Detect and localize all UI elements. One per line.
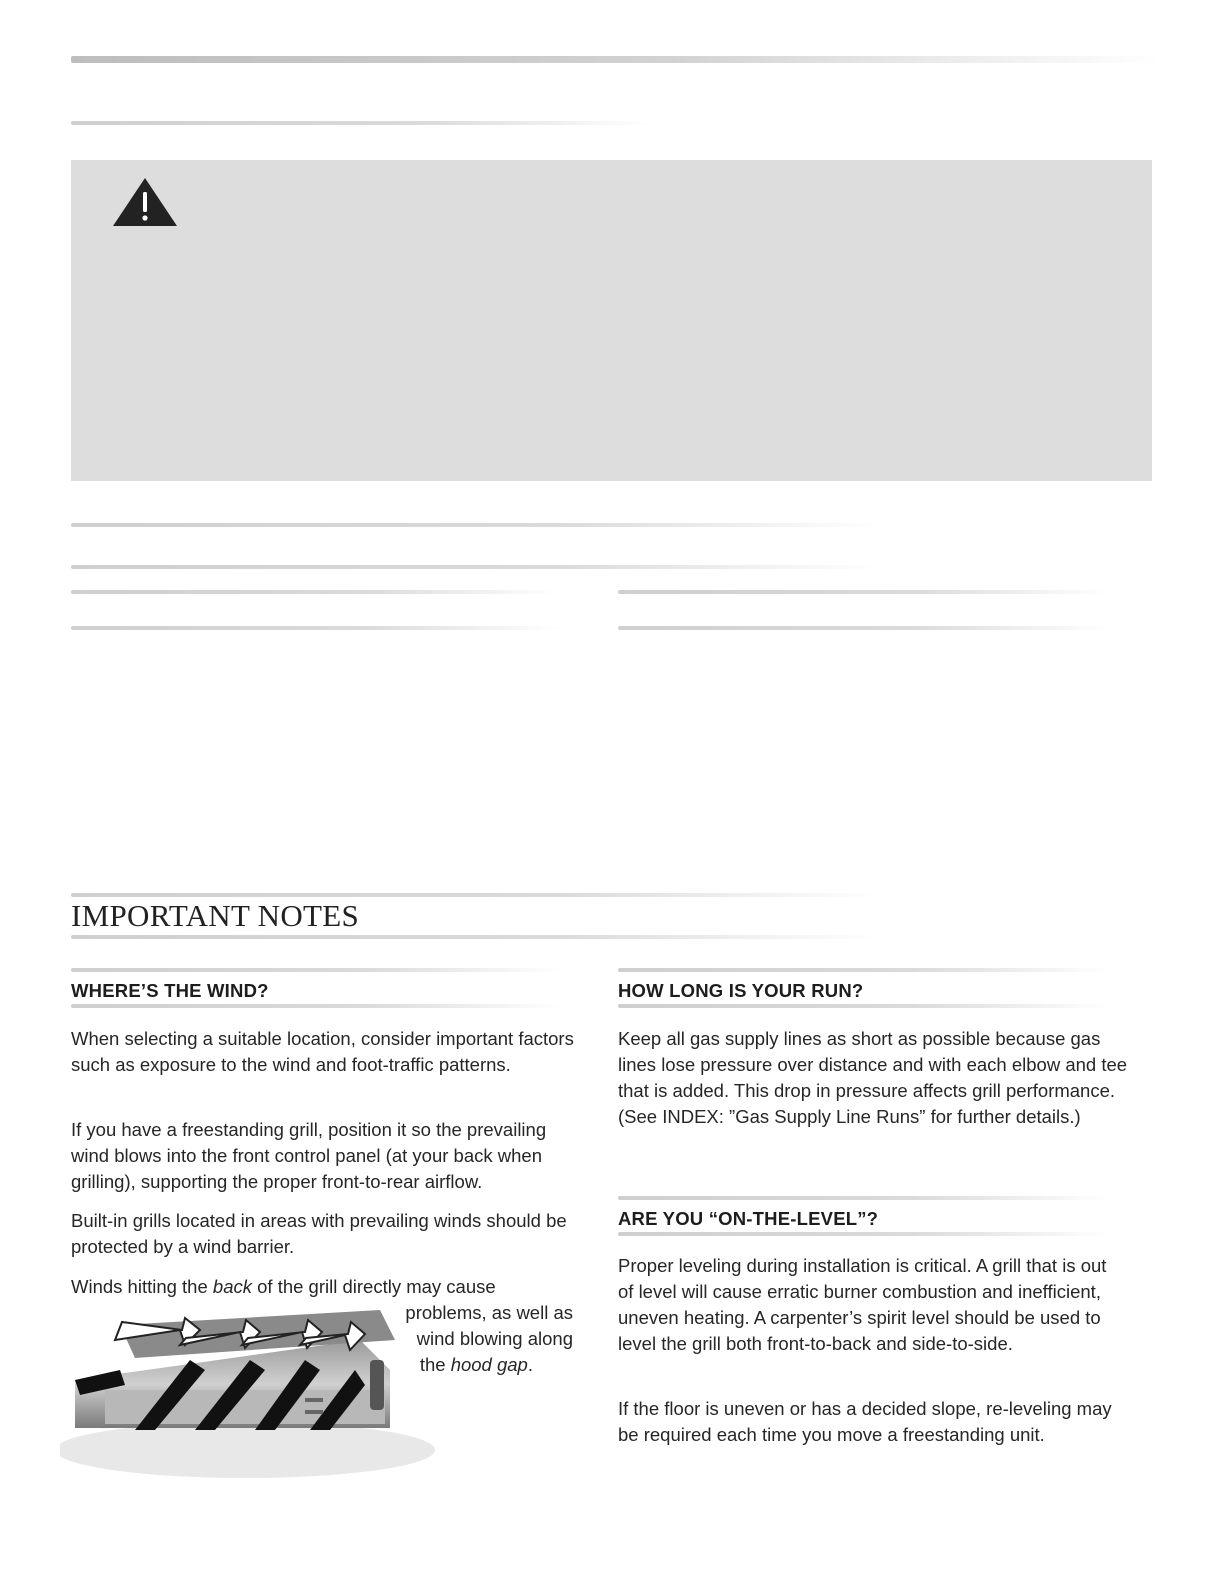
section-rule-top (71, 893, 881, 897)
warning-triangle-icon (111, 176, 179, 228)
level-paragraph-2: If the floor is uneven or has a decided slope, re-leveling may be required each time you move a freestanding unit. (618, 1398, 1112, 1445)
divider (71, 1004, 561, 1008)
divider (618, 1196, 1108, 1200)
divider (618, 590, 1108, 594)
wind-paragraph-3: Built-in grills located in areas with prevailing winds should be protected by a wind barrier. (71, 1210, 567, 1257)
divider (71, 523, 881, 527)
section-title: IMPORTANT NOTES (71, 898, 360, 933)
top-divider (71, 56, 1161, 63)
run-heading: HOW LONG IS YOUR RUN? (618, 980, 864, 1001)
wind-paragraph-4: Winds hitting the back of the grill directly may cause (71, 1276, 496, 1297)
divider (71, 565, 881, 569)
level-heading: ARE YOU “ON-THE-LEVEL”? (618, 1208, 879, 1229)
wind-paragraph-1: When selecting a suitable location, consider important factors such as exposure to the wind and foot-traffic patterns. (71, 1028, 574, 1075)
wind-side-text: problems, as well as wind blowing along the hood gap. (405, 1302, 573, 1375)
run-paragraph: Keep all gas supply lines as short as possible because gas lines lose pressure over distance and with each elbow and tee that is added. This drop in pressure affects grill performance. (See INDEX: ”Gas Supply Line Runs” for further details.) (618, 1028, 1128, 1127)
section-rule-bottom (71, 935, 881, 939)
divider (618, 968, 1108, 972)
wind-paragraph-2: If you have a freestanding grill, position it so the prevailing wind blows into the front control panel (at your back when grilling), supporting the proper front-to-rear airflow. (71, 1119, 547, 1192)
divider (618, 1004, 1108, 1008)
divider (71, 121, 651, 125)
divider (71, 968, 561, 972)
grill-wind-illustration (60, 1300, 440, 1480)
warning-box (71, 160, 1152, 481)
level-paragraph-1: Proper leveling during installation is critical. A grill that is out of level will cause erratic burner combustion and inefficient, uneven heating. A carpenter’s spirit level should be used to level the grill both front-to-back and side-to-side. (618, 1255, 1107, 1354)
wind-heading: WHERE’S THE WIND? (71, 980, 269, 1001)
divider (71, 626, 561, 630)
divider (618, 626, 1108, 630)
divider (618, 1232, 1108, 1236)
divider (71, 590, 561, 594)
